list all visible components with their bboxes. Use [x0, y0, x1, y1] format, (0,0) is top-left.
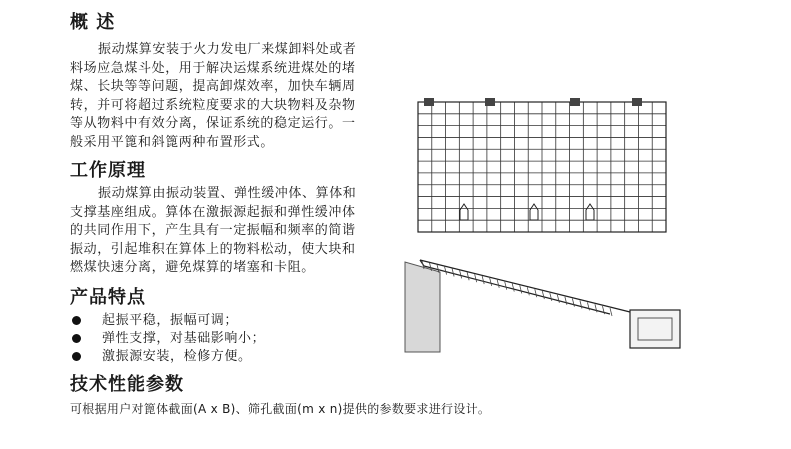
overview-line: 煤、长块等等问题，提高卸煤效率，加快车辆周 — [70, 79, 356, 94]
overview-line: 料场应急煤斗处，用于解决运煤系统进煤处的堵 — [70, 60, 356, 76]
principle-line: 支撑基座组成。算体在激振源起振和弹性缓冲体 — [70, 204, 356, 220]
principle-line: 的共同作用下，产生具有一定振幅和频率的简谐 — [70, 223, 356, 238]
inclined-grate-figure — [400, 252, 700, 362]
overview-line: 振动煤算安装于火力发电厂来煤卸料处或者 — [98, 42, 357, 57]
principle-line: 振动煤算由振动装置、弹性缓冲体、算体和 — [98, 186, 357, 201]
bullet-icon — [72, 334, 81, 343]
principle-paragraph — [70, 185, 390, 280]
bullet-icon — [72, 352, 81, 361]
overview-line: 转，并可将超过系统粒度要求的大块物料及杂物 — [70, 97, 356, 113]
section-title-overview: 概 述 — [70, 12, 116, 33]
bullet-icon — [72, 316, 81, 325]
overview-line: 等从物料中有效分离，保证系统的稳定运行。一 — [70, 116, 356, 131]
overview-paragraph — [70, 41, 390, 153]
specs-text: 可根据用户对篦体截面(A x B)、筛孔截面(m x n)提供的参数要求进行设计。 — [70, 402, 491, 416]
principle-line: 振动，引起堆积在算体上的物料松动，使大块和 — [70, 241, 356, 257]
principle-line: 燃煤快速分离，避免煤算的堵塞和卡阻。 — [70, 260, 315, 275]
section-title-principle: 工作原理 — [70, 160, 146, 181]
section-title-features: 产品特点 — [70, 287, 146, 308]
overview-line: 般采用平篦和斜篦两种布置形式。 — [70, 134, 275, 150]
section-title-specs: 技术性能参数 — [70, 374, 184, 395]
grate-grid-figure — [400, 92, 700, 242]
